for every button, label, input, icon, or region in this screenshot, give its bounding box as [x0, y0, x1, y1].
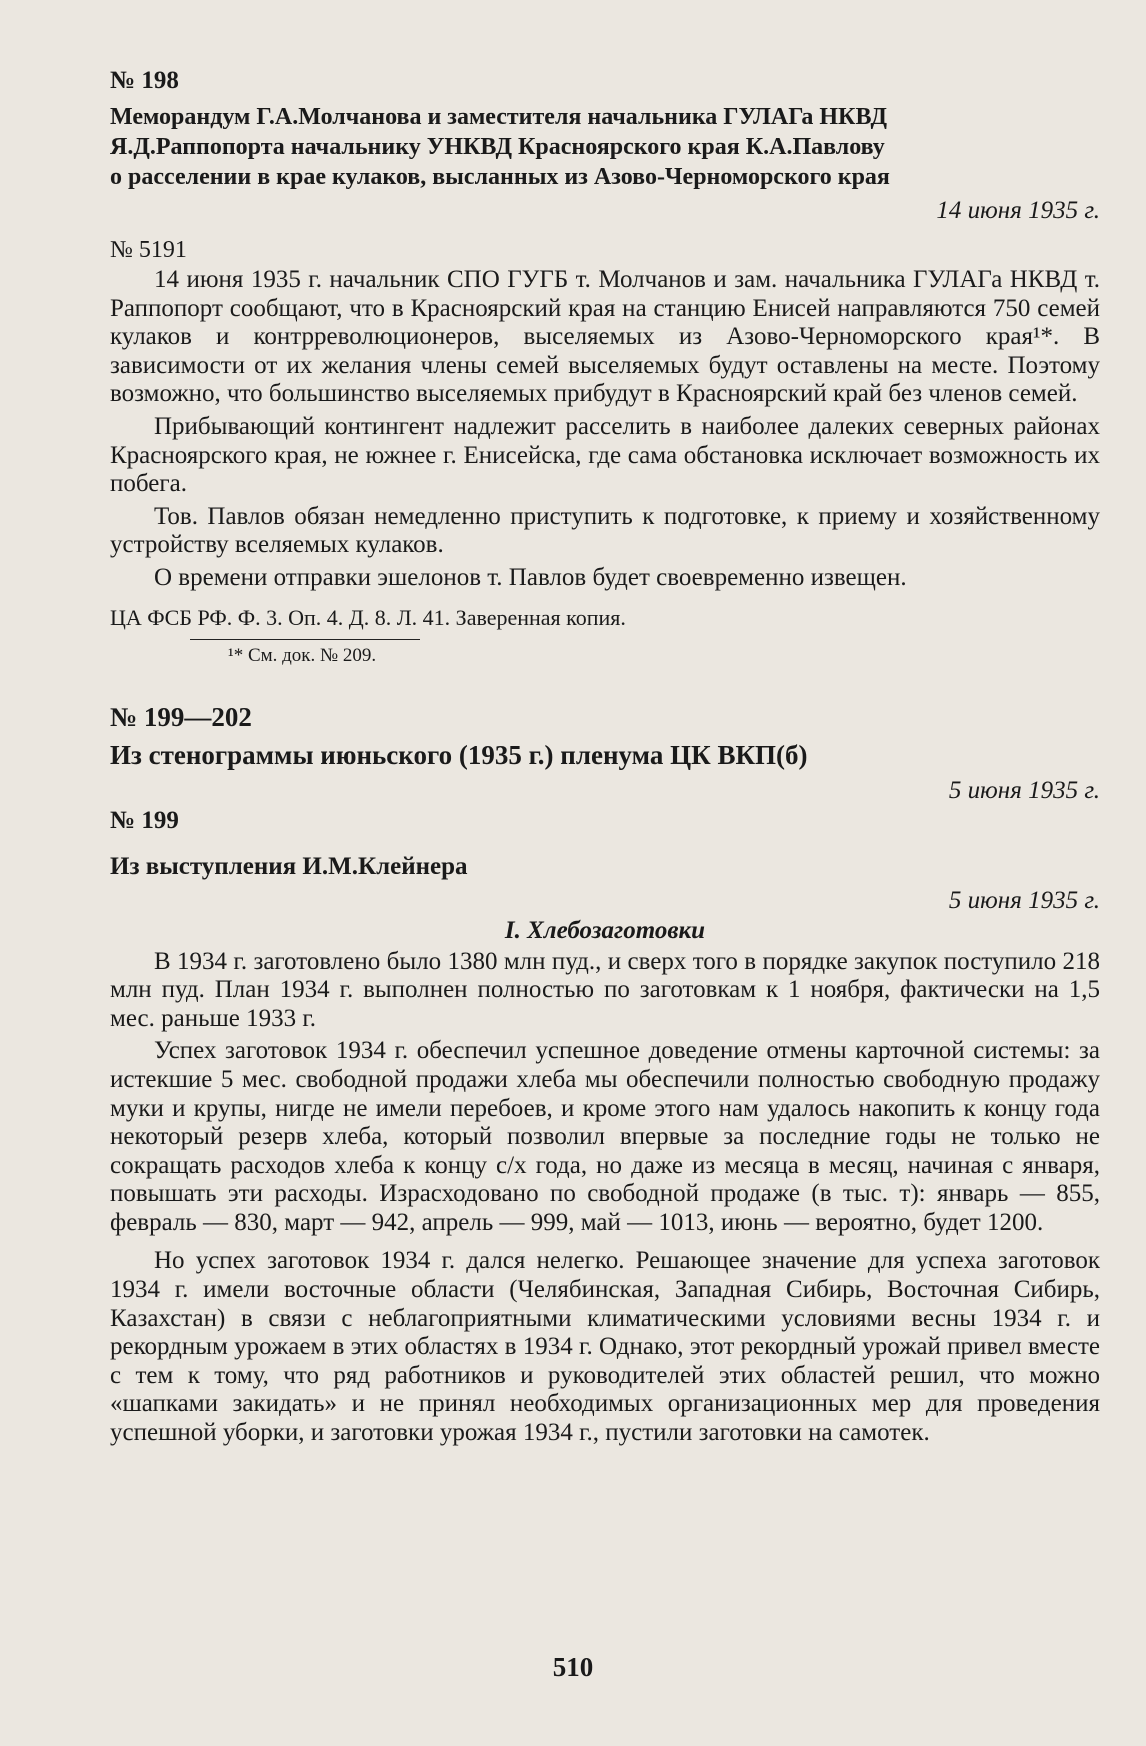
- section-number: № 199—202: [110, 701, 252, 732]
- paragraph: О времени отправки эшелонов т. Павлов будет своевременно извещен.: [154, 563, 907, 591]
- subdocument-date: 5 июня 1935 г.: [948, 886, 1100, 914]
- section-title: Из стенограммы июньского (1935 г.) пленума ЦК ВКП(б): [110, 739, 808, 770]
- document-title-line: о расселении в крае кулаков, высланных из Азово-Черноморского края: [110, 164, 890, 190]
- paragraph: Прибывающий контингент надлежит расселить в наиболее далеких северных районах Красноярского края, не южнее г. Енисейска, где сама обстановка исключает возможность их побега.: [110, 412, 1100, 498]
- paragraph: 14 июня 1935 г. начальник СПО ГУГБ т. Молчанов и зам. начальника ГУЛАГа НКВД т. Раппопорт сообщают, что в Красноярский края на станцию Енисей направляются 750 семей кулаков и контрреволюционеров, выселяемых из Азово-Черноморского края¹*. В зависимости от их желания члены семей выселяемых будут оставлены на месте. Поэтому возможно, что большинство выселяемых прибудут в Красноярский край без членов семей.: [110, 266, 1100, 408]
- paragraph: В 1934 г. заготовлено было 1380 млн пуд., и сверх того в порядке закупок поступило 218 млн пуд. План 1934 г. выполнен полностью по заготовкам к 1 ноября, фактически на 1,5 мес. раньше 1933 г.: [110, 947, 1100, 1032]
- document-title-line: Я.Д.Раппопорта начальнику УНКВД Красноярского края К.А.Павлову: [110, 134, 885, 160]
- reference-number: № 5191: [110, 237, 187, 263]
- subdocument-title: Из выступления И.М.Клейнера: [110, 852, 468, 880]
- document-number: № 198: [110, 67, 179, 94]
- page-number: 510: [552, 1652, 594, 1682]
- footnote: ¹* См. док. № 209.: [228, 644, 377, 666]
- paragraph: Тов. Павлов обязан немедленно приступить к подготовке, к приему и хозяйственному устройству вселяемых кулаков.: [110, 502, 1100, 559]
- document-title: [110, 102, 1100, 192]
- section-date: 5 июня 1935 г.: [948, 776, 1100, 804]
- document-date: 14 июня 1935 г.: [936, 197, 1100, 224]
- paragraph: Успех заготовок 1934 г. обеспечил успешное доведение отмены карточной системы: за истекшие 5 мес. свободной продажи хлеба мы обеспечили полностью свободную продажу муки и крупы, нигде не имели перебоев, и кроме этого нам удалось накопить к концу года некоторый резерв хлеба, который позволил впервые за последние годы не только не сокращать расходов хлеба к концу с/х года, но даже из месяца в месяц, начиная с января, повышать эти расходы. Израсходовано по свободной продаже (в тыс. т): январь — 855, февраль — 830, март — 942, апрель — 999, май — 1013, июнь — вероятно, будет 1200.: [110, 1037, 1100, 1236]
- page-content: [110, 66, 1100, 1448]
- archive-source: ЦА ФСБ РФ. Ф. 3. Оп. 4. Д. 8. Л. 41. Заверенная копия.: [110, 604, 626, 630]
- subdocument-number: № 199: [110, 806, 179, 834]
- footnote-divider: [190, 639, 420, 640]
- chapter-heading: I. Хлебозаготовки: [504, 916, 706, 944]
- paragraph: Но успех заготовок 1934 г. дался нелегко. Решающее значение для успеха заготовок 1934 г. имели восточные области (Челябинская, Западная Сибирь, Восточная Сибирь, Казахстан) в связи с неблагоприятными климатическими условиями весны 1934 г. и рекордным урожаем в этих областях в 1934 г. Однако, этот рекордный урожай привел вместе с тем к тому, что ряд работников и руководителей этих областей решил, что можно «шапками закидать» и не принял необходимых организационных мер для проведения успешной уборки, и заготовки урожая 1934 г., пустили заготовки на самотек.: [110, 1247, 1100, 1447]
- document-title-line: Меморандум Г.А.Молчанова и заместителя начальника ГУЛАГа НКВД: [110, 104, 888, 130]
